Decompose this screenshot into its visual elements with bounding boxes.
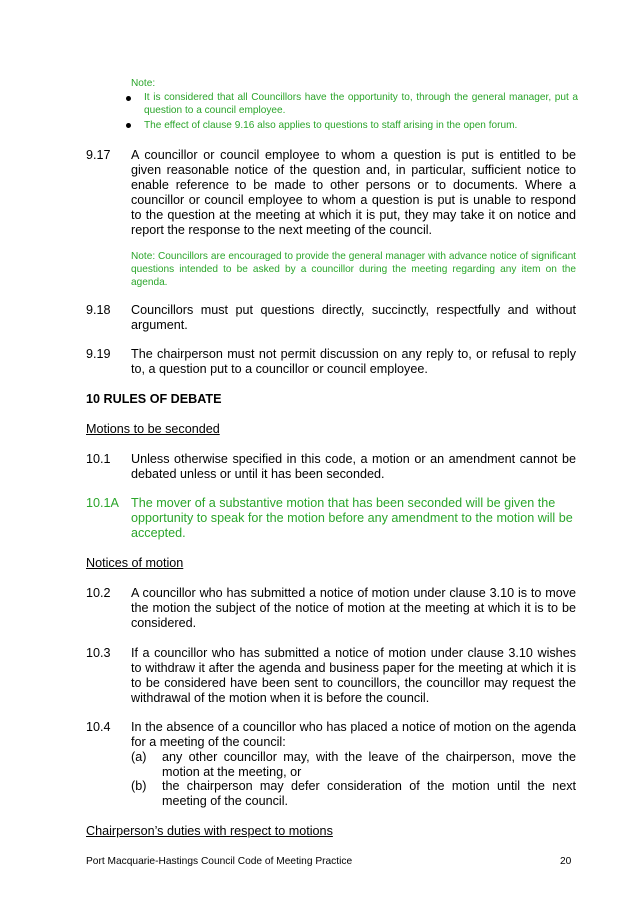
clause-10-4-text: In the absence of a councillor who has placed a notice of motion on the agenda for a meeting of the council: — [131, 720, 576, 749]
clause-number: 9.17 — [86, 148, 111, 162]
clause-10-2-text: A councillor who has submitted a notice of motion under clause 3.10 is to move the motion the subject of the notice of motion at the meeting at which it is to be considered. — [131, 586, 576, 630]
section-heading: 10 RULES OF DEBATE — [86, 392, 222, 406]
clause-9-17-note: Note: Councillors are encouraged to provide the general manager with advance notice of significant questions intended to be asked by a councillor during the meeting regarding any item on the agenda. — [131, 251, 576, 288]
bullet-icon — [126, 96, 131, 101]
note-label: Note: — [131, 78, 156, 89]
clause-10-4-item-a: any other councillor may, with the leave of the chairperson, move the motion at the meeting, or — [162, 750, 576, 779]
clause-10-3-text: If a councillor who has submitted a notice of motion under clause 3.10 wishes to withdraw it after the agenda and business paper for the meeting at which it is to be considered have been sent to councillors, the councillor may request the withdrawal of the motion when it is before the council. — [131, 646, 576, 705]
clause-number: 10.4 — [86, 720, 111, 734]
clause-10-4-item-b: the chairperson may defer consideration of the motion until the next meeting of the council. — [162, 779, 576, 808]
clause-number: 10.1A — [86, 496, 119, 510]
page-number: 20 — [560, 856, 572, 867]
clause-9-17-text: A councillor or council employee to whom a question is put is entitled to be given reasonable notice of the question and, in particular, sufficient notice to enable reference to be made to other persons or to documents. Where a councillor or council employee to whom a question is put is unable to respond to the question at the meeting at which it is put, they may take it on notice and report the response to the next meeting of the council. — [131, 148, 576, 237]
clause-9-19-text: The chairperson must not permit discussion on any reply to, or refusal to reply to, a question put to a councillor or council employee. — [131, 347, 576, 376]
bullet-icon — [126, 123, 131, 128]
clause-10-1a-text: The mover of a substantive motion that has been seconded will be given the opportunity to speak for the motion before any amendment to the motion will be accepted. — [131, 496, 573, 540]
clause-number: 10.1 — [86, 452, 111, 466]
subheading-motions-seconded: Motions to be seconded — [86, 422, 220, 436]
clause-9-18-text: Councillors must put questions directly, succinctly, respectfully and without argument. — [131, 303, 576, 332]
note-bullet-1: It is considered that all Councillors have the opportunity to, through the general manager, put a question to a council employee. — [144, 92, 578, 116]
footer-title: Port Macquarie-Hastings Council Code of Meeting Practice — [86, 856, 353, 867]
clause-10-1-text: Unless otherwise specified in this code, a motion or an amendment cannot be debated unless or until it has been seconded. — [131, 452, 576, 481]
clause-number: 9.18 — [86, 303, 111, 317]
clause-number: 10.2 — [86, 586, 111, 600]
note-bullet-2: The effect of clause 9.16 also applies to questions to staff arising in the open forum. — [144, 120, 518, 131]
item-label: (a) — [131, 750, 147, 764]
item-label: (b) — [131, 779, 147, 793]
subheading-notices-of-motion: Notices of motion — [86, 556, 184, 570]
clause-number: 9.19 — [86, 347, 111, 361]
clause-number: 10.3 — [86, 646, 111, 660]
subheading-chair-duties: Chairperson’s duties with respect to motions — [86, 824, 333, 838]
